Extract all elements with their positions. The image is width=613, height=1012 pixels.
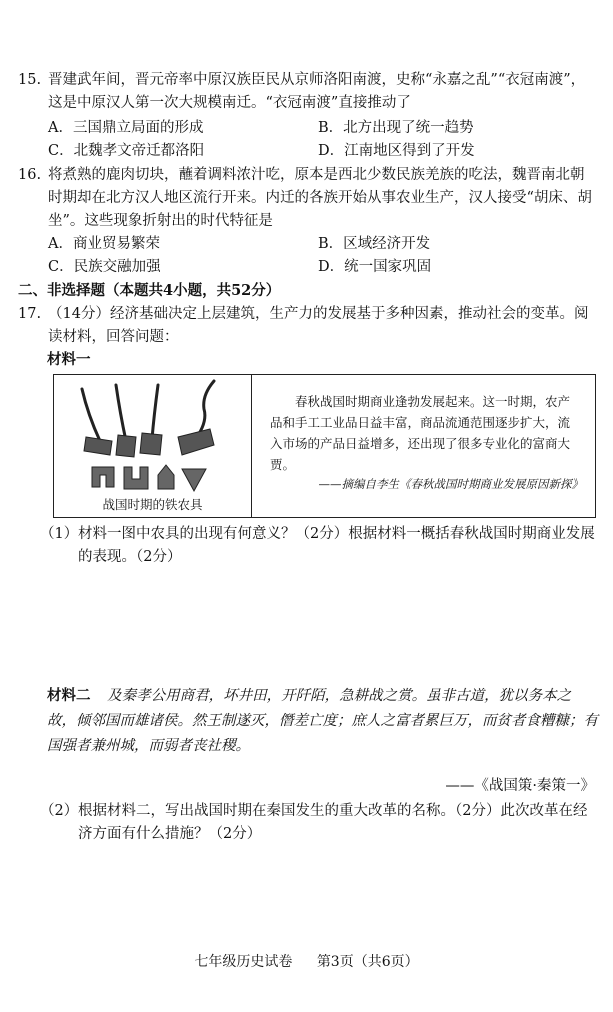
option-a: A．商业贸易繁荣 [48, 236, 160, 252]
question-17 [18, 303, 598, 349]
question-text: 晋建武年间，晋元帝率中原汉族臣民从京师洛阳南渡，史称“永嘉之乱”“衣冠南渡”，这是中原汉人第一次大规模南迁。“衣冠南渡”直接推动了 [48, 72, 586, 111]
tool-handle-1 [82, 389, 100, 441]
material-2-label: 材料二 [47, 687, 91, 704]
material-1-label: 材料一 [47, 351, 91, 368]
question-15 [18, 69, 598, 115]
page-footer [0, 951, 613, 971]
tools-figure [54, 375, 252, 517]
tool-blade-3 [140, 433, 162, 455]
material-1-text: 春秋战国时期商业逢勃发展起来。这一时期，农产品和手工工业品日益丰富，商品流通范围逐步扩大，流入市场的产品日益增多，还出现了很多专业化的富商大贾。 [270, 394, 571, 472]
tool-blade-4 [178, 429, 214, 455]
option-d: D．统一国家巩固 [318, 259, 432, 275]
option-a: A．三国鼎立局面的形成 [48, 120, 204, 136]
tool-shoe-3 [158, 465, 174, 489]
subquestion-1 [40, 523, 598, 569]
tool-shoe-2 [124, 467, 148, 489]
question-number: 17. [18, 306, 42, 322]
tool-handle-2 [116, 385, 126, 441]
question-15-options [48, 117, 588, 163]
tool-blade-2 [116, 435, 136, 457]
question-number: 15. [18, 72, 42, 88]
tool-shoe-1 [92, 467, 114, 487]
question-number: 16. [18, 167, 42, 183]
option-d: D．江南地区得到了开发 [318, 143, 475, 159]
option-c: C．民族交融加强 [48, 259, 161, 275]
question-text: 将煮熟的鹿肉切块，蘸着调料浓汁吃，原本是西北少数民族羌族的吃法，魏晋南北朝时期却在北方汉人地区流行开来。内迁的各族开始从事农业生产，汉人接受“胡床、胡坐”。这些现象折射出的时代特征是 [48, 167, 592, 229]
subquestion-text: 材料一图中农具的出现有何意义？（2分）根据材料一概括春秋战国时期商业发展的表现。（2分） [78, 526, 595, 565]
material-2-text: 及秦孝公用商君，坏井田，开阡陌，急耕战之赏。虽非古道，犹以务本之故，倾邻国而雄诸侯。然王制遂灭，僭差亡度；庶人之富者累巨万，而贫者食糟糠；有国强者兼州城，而弱者丧社稷。 [47, 688, 598, 754]
material-2-source: ——《战国策·秦策一》 [445, 778, 595, 794]
section-heading: 二、非选择题（本题共4小题，共52分） [18, 282, 281, 299]
tool-shoe-4 [182, 469, 206, 491]
question-16-options [48, 233, 588, 279]
exam-title: 七年级历史试卷 [194, 954, 293, 970]
tool-handle-3 [152, 385, 158, 439]
figure-caption: 战国时期的铁农具 [102, 497, 203, 512]
tool-blade-1 [84, 437, 112, 455]
subquestion-number: （1） [40, 526, 79, 542]
subquestion-2 [40, 800, 598, 846]
material-2 [47, 683, 599, 759]
material-1-text-panel [252, 375, 595, 517]
option-c: C．北魏孝文帝迁都洛阳 [48, 143, 205, 159]
option-b: B．区域经济开发 [318, 236, 431, 252]
question-text: （14分）经济基础决定上层建筑，生产力的发展基于多种因素，推动社会的变革。阅读材料，回答问题： [48, 306, 589, 345]
iron-tools-illustration [54, 375, 251, 495]
material-1-source: ——摘编自李生《春秋战国时期商业发展原因新探》 [318, 477, 583, 491]
page-number: 第3页（共6页） [316, 954, 419, 970]
question-16 [18, 164, 598, 233]
option-b: B．北方出现了统一趋势 [318, 120, 474, 136]
subquestion-text: 根据材料二，写出战国时期在秦国发生的重大改革的名称。（2分）此次改革在经济方面有什么措施？（2分） [78, 803, 588, 842]
material-1-box [53, 374, 596, 518]
subquestion-number: （2） [40, 803, 79, 819]
